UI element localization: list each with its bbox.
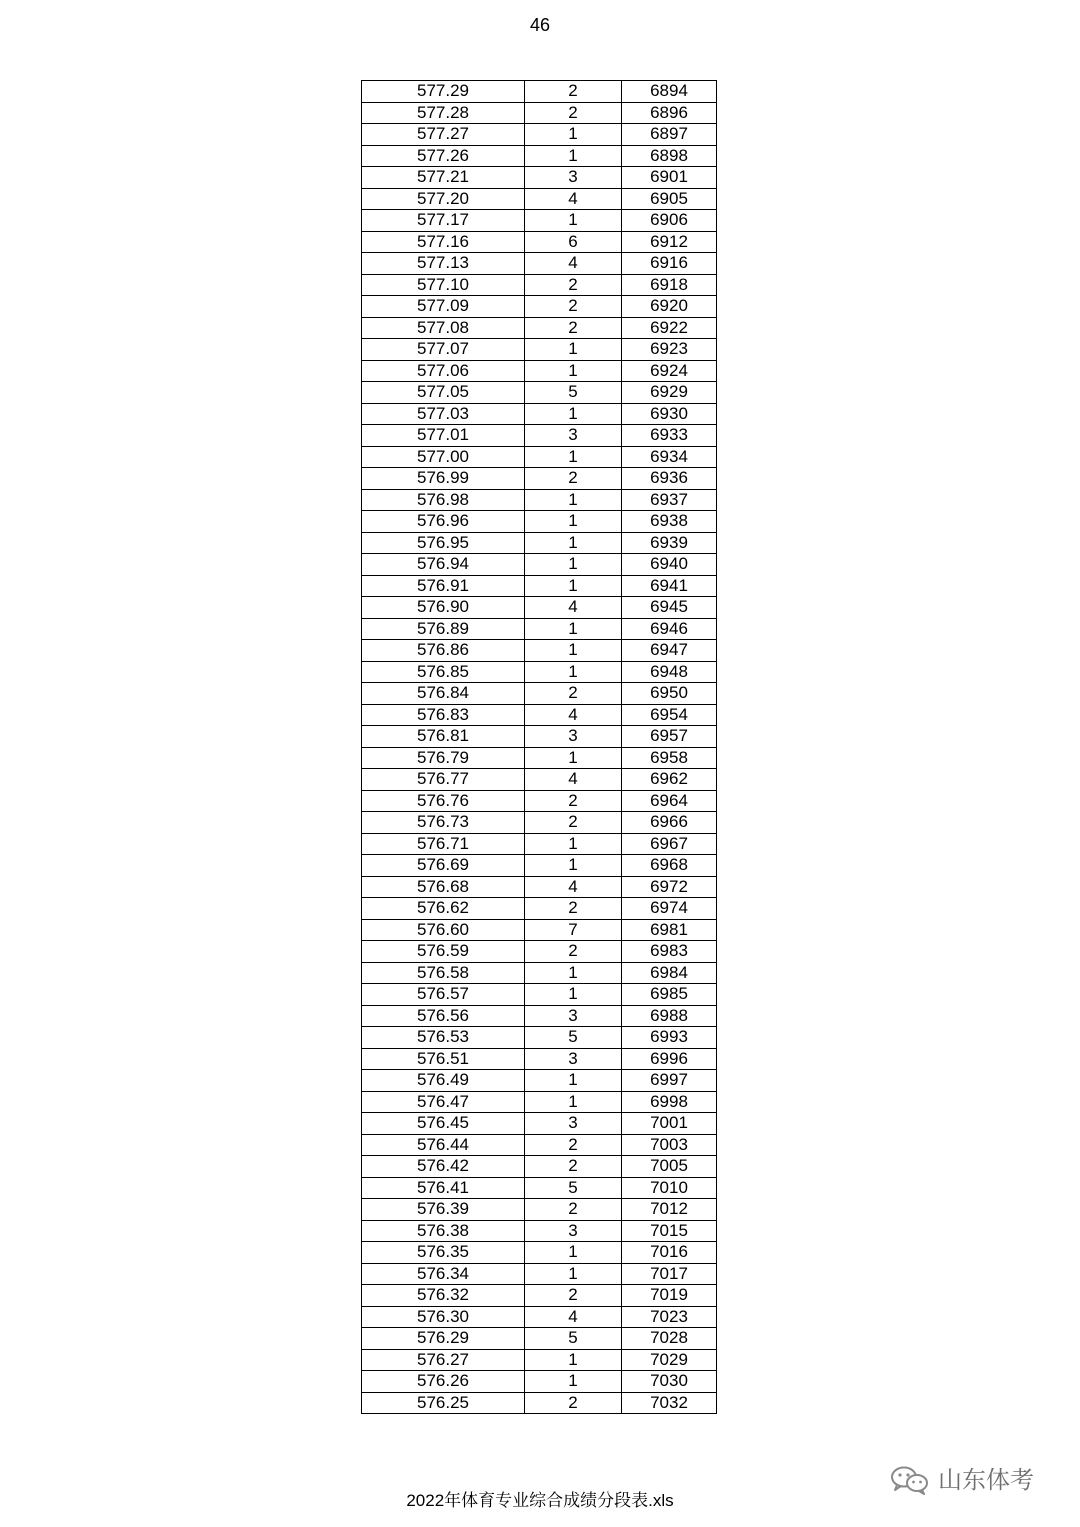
count-cell: 1	[525, 145, 622, 167]
rank-cell: 7023	[622, 1306, 717, 1328]
score-cell: 576.90	[362, 597, 525, 619]
score-cell: 576.68	[362, 876, 525, 898]
count-cell: 2	[525, 1134, 622, 1156]
count-cell: 2	[525, 683, 622, 705]
count-cell: 4	[525, 597, 622, 619]
score-cell: 576.94	[362, 554, 525, 576]
score-cell: 576.95	[362, 532, 525, 554]
count-cell: 1	[525, 618, 622, 640]
rank-cell: 6930	[622, 403, 717, 425]
count-cell: 7	[525, 919, 622, 941]
count-cell: 2	[525, 1285, 622, 1307]
score-cell: 577.16	[362, 231, 525, 253]
rank-cell: 6924	[622, 360, 717, 382]
rank-cell: 7005	[622, 1156, 717, 1178]
table-row	[362, 941, 717, 963]
count-cell: 2	[525, 81, 622, 103]
table-row	[362, 984, 717, 1006]
rank-cell: 6981	[622, 919, 717, 941]
rank-cell: 6984	[622, 962, 717, 984]
score-cell: 576.91	[362, 575, 525, 597]
score-cell: 576.39	[362, 1199, 525, 1221]
score-cell: 577.27	[362, 124, 525, 146]
rank-cell: 6896	[622, 102, 717, 124]
count-cell: 1	[525, 554, 622, 576]
table-row	[362, 1371, 717, 1393]
count-cell: 1	[525, 446, 622, 468]
count-cell: 3	[525, 425, 622, 447]
rank-cell: 6939	[622, 532, 717, 554]
count-cell: 1	[525, 489, 622, 511]
rank-cell: 6974	[622, 898, 717, 920]
score-cell: 577.00	[362, 446, 525, 468]
rank-cell: 6934	[622, 446, 717, 468]
score-cell: 576.44	[362, 1134, 525, 1156]
rank-cell: 6905	[622, 188, 717, 210]
count-cell: 5	[525, 1027, 622, 1049]
count-cell: 1	[525, 1242, 622, 1264]
table-row	[362, 1328, 717, 1350]
table-row	[362, 575, 717, 597]
score-cell: 576.62	[362, 898, 525, 920]
count-cell: 3	[525, 1005, 622, 1027]
score-table-body	[362, 81, 717, 1414]
score-table	[361, 80, 717, 1414]
rank-cell: 6947	[622, 640, 717, 662]
count-cell: 3	[525, 726, 622, 748]
page-number: 46	[529, 15, 551, 35]
rank-cell: 6993	[622, 1027, 717, 1049]
count-cell: 1	[525, 1091, 622, 1113]
table-row	[362, 360, 717, 382]
table-row	[362, 231, 717, 253]
table-row	[362, 210, 717, 232]
rank-cell: 6936	[622, 468, 717, 490]
score-cell: 576.38	[362, 1220, 525, 1242]
count-cell: 6	[525, 231, 622, 253]
rank-cell: 6996	[622, 1048, 717, 1070]
footer-filename: 2022年体育专业综合成绩分段表.xls	[406, 1491, 674, 1510]
score-cell: 576.96	[362, 511, 525, 533]
rank-cell: 6972	[622, 876, 717, 898]
rank-cell: 7003	[622, 1134, 717, 1156]
rank-cell: 6938	[622, 511, 717, 533]
score-cell: 576.56	[362, 1005, 525, 1027]
rank-cell: 6929	[622, 382, 717, 404]
rank-cell: 6945	[622, 597, 717, 619]
score-cell: 576.73	[362, 812, 525, 834]
table-row	[362, 833, 717, 855]
count-cell: 2	[525, 296, 622, 318]
table-row	[362, 812, 717, 834]
table-row	[362, 1027, 717, 1049]
rank-cell: 6983	[622, 941, 717, 963]
rank-cell: 6988	[622, 1005, 717, 1027]
rank-cell: 7015	[622, 1220, 717, 1242]
count-cell: 2	[525, 790, 622, 812]
score-cell: 576.79	[362, 747, 525, 769]
count-cell: 5	[525, 382, 622, 404]
table-row	[362, 446, 717, 468]
count-cell: 1	[525, 661, 622, 683]
score-cell: 577.06	[362, 360, 525, 382]
score-cell: 576.89	[362, 618, 525, 640]
rank-cell: 6957	[622, 726, 717, 748]
score-cell: 576.60	[362, 919, 525, 941]
table-row	[362, 188, 717, 210]
rank-cell: 6950	[622, 683, 717, 705]
score-cell: 577.03	[362, 403, 525, 425]
count-cell: 1	[525, 1263, 622, 1285]
score-cell: 576.49	[362, 1070, 525, 1092]
score-cell: 576.27	[362, 1349, 525, 1371]
rank-cell: 6897	[622, 124, 717, 146]
table-row	[362, 747, 717, 769]
score-cell: 577.10	[362, 274, 525, 296]
rank-cell: 7029	[622, 1349, 717, 1371]
rank-cell: 6958	[622, 747, 717, 769]
rank-cell: 6923	[622, 339, 717, 361]
score-cell: 576.85	[362, 661, 525, 683]
score-cell: 576.69	[362, 855, 525, 877]
score-cell: 576.57	[362, 984, 525, 1006]
count-cell: 2	[525, 812, 622, 834]
score-cell: 576.58	[362, 962, 525, 984]
count-cell: 1	[525, 124, 622, 146]
score-cell: 577.01	[362, 425, 525, 447]
rank-cell: 6906	[622, 210, 717, 232]
rank-cell: 6912	[622, 231, 717, 253]
table-row	[362, 1091, 717, 1113]
table-row	[362, 317, 717, 339]
score-cell: 577.29	[362, 81, 525, 103]
table-row	[362, 661, 717, 683]
score-cell: 576.81	[362, 726, 525, 748]
score-cell: 576.99	[362, 468, 525, 490]
count-cell: 2	[525, 1156, 622, 1178]
count-cell: 4	[525, 876, 622, 898]
table-row	[362, 683, 717, 705]
table-row	[362, 726, 717, 748]
score-cell: 577.20	[362, 188, 525, 210]
score-cell: 576.26	[362, 1371, 525, 1393]
table-row	[362, 1306, 717, 1328]
count-cell: 2	[525, 898, 622, 920]
table-row	[362, 102, 717, 124]
rank-cell: 6962	[622, 769, 717, 791]
count-cell: 4	[525, 253, 622, 275]
count-cell: 2	[525, 1392, 622, 1414]
table-row	[362, 167, 717, 189]
score-cell: 576.45	[362, 1113, 525, 1135]
score-cell: 576.59	[362, 941, 525, 963]
table-row	[362, 1220, 717, 1242]
count-cell: 4	[525, 704, 622, 726]
table-row	[362, 790, 717, 812]
rank-cell: 6998	[622, 1091, 717, 1113]
table-row	[362, 1113, 717, 1135]
table-row	[362, 81, 717, 103]
count-cell: 2	[525, 317, 622, 339]
count-cell: 2	[525, 941, 622, 963]
table-row	[362, 640, 717, 662]
rank-cell: 6898	[622, 145, 717, 167]
score-cell: 576.25	[362, 1392, 525, 1414]
table-row	[362, 253, 717, 275]
rank-cell: 7030	[622, 1371, 717, 1393]
score-cell: 576.77	[362, 769, 525, 791]
score-cell: 577.07	[362, 339, 525, 361]
count-cell: 2	[525, 274, 622, 296]
rank-cell: 6966	[622, 812, 717, 834]
score-cell: 577.17	[362, 210, 525, 232]
table-row	[362, 1263, 717, 1285]
count-cell: 1	[525, 1349, 622, 1371]
score-cell: 576.34	[362, 1263, 525, 1285]
score-cell: 576.83	[362, 704, 525, 726]
table-row	[362, 876, 717, 898]
score-cell: 576.32	[362, 1285, 525, 1307]
score-cell: 576.47	[362, 1091, 525, 1113]
table-row	[362, 425, 717, 447]
table-row	[362, 1070, 717, 1092]
score-cell: 576.98	[362, 489, 525, 511]
score-cell: 577.05	[362, 382, 525, 404]
table-row	[362, 1285, 717, 1307]
rank-cell: 7019	[622, 1285, 717, 1307]
count-cell: 4	[525, 769, 622, 791]
score-cell: 577.28	[362, 102, 525, 124]
rank-cell: 6920	[622, 296, 717, 318]
score-cell: 576.51	[362, 1048, 525, 1070]
rank-cell: 6916	[622, 253, 717, 275]
count-cell: 4	[525, 188, 622, 210]
score-cell: 576.29	[362, 1328, 525, 1350]
count-cell: 3	[525, 1113, 622, 1135]
rank-cell: 6948	[622, 661, 717, 683]
count-cell: 1	[525, 855, 622, 877]
table-row	[362, 274, 717, 296]
count-cell: 1	[525, 403, 622, 425]
count-cell: 1	[525, 833, 622, 855]
count-cell: 1	[525, 962, 622, 984]
rank-cell: 6918	[622, 274, 717, 296]
score-cell: 577.09	[362, 296, 525, 318]
count-cell: 1	[525, 1371, 622, 1393]
rank-cell: 6901	[622, 167, 717, 189]
score-cell: 576.84	[362, 683, 525, 705]
table-row	[362, 1048, 717, 1070]
rank-cell: 7012	[622, 1199, 717, 1221]
table-row	[362, 489, 717, 511]
count-cell: 1	[525, 511, 622, 533]
table-row	[362, 704, 717, 726]
rank-cell: 6968	[622, 855, 717, 877]
table-row	[362, 124, 717, 146]
table-row	[362, 1134, 717, 1156]
count-cell: 2	[525, 102, 622, 124]
table-row	[362, 962, 717, 984]
rank-cell: 7010	[622, 1177, 717, 1199]
count-cell: 3	[525, 1048, 622, 1070]
rank-cell: 7032	[622, 1392, 717, 1414]
count-cell: 5	[525, 1177, 622, 1199]
rank-cell: 7016	[622, 1242, 717, 1264]
rank-cell: 6954	[622, 704, 717, 726]
table-row	[362, 898, 717, 920]
rank-cell: 6946	[622, 618, 717, 640]
table-row	[362, 296, 717, 318]
rank-cell: 7001	[622, 1113, 717, 1135]
rank-cell: 7028	[622, 1328, 717, 1350]
table-row	[362, 1156, 717, 1178]
table-row	[362, 145, 717, 167]
score-cell: 576.76	[362, 790, 525, 812]
table-row	[362, 919, 717, 941]
count-cell: 1	[525, 984, 622, 1006]
count-cell: 3	[525, 167, 622, 189]
count-cell: 1	[525, 339, 622, 361]
count-cell: 5	[525, 1328, 622, 1350]
table-row	[362, 769, 717, 791]
rank-cell: 6985	[622, 984, 717, 1006]
rank-cell: 6933	[622, 425, 717, 447]
table-row	[362, 618, 717, 640]
rank-cell: 6937	[622, 489, 717, 511]
rank-cell: 6967	[622, 833, 717, 855]
table-row	[362, 468, 717, 490]
count-cell: 2	[525, 1199, 622, 1221]
score-cell: 576.86	[362, 640, 525, 662]
count-cell: 4	[525, 1306, 622, 1328]
table-row	[362, 855, 717, 877]
score-cell: 577.21	[362, 167, 525, 189]
score-cell: 576.42	[362, 1156, 525, 1178]
table-row	[362, 511, 717, 533]
table-row	[362, 1177, 717, 1199]
table-row	[362, 382, 717, 404]
table-row	[362, 1005, 717, 1027]
watermark-text: 山东体考	[938, 1466, 1034, 1494]
count-cell: 1	[525, 210, 622, 232]
count-cell: 2	[525, 468, 622, 490]
count-cell: 3	[525, 1220, 622, 1242]
score-cell: 576.53	[362, 1027, 525, 1049]
count-cell: 1	[525, 1070, 622, 1092]
count-cell: 1	[525, 575, 622, 597]
table-row	[362, 597, 717, 619]
score-cell: 576.71	[362, 833, 525, 855]
rank-cell: 7017	[622, 1263, 717, 1285]
score-cell: 577.08	[362, 317, 525, 339]
table-row	[362, 554, 717, 576]
count-cell: 1	[525, 747, 622, 769]
count-cell: 1	[525, 640, 622, 662]
rank-cell: 6964	[622, 790, 717, 812]
table-row	[362, 1199, 717, 1221]
score-cell: 577.26	[362, 145, 525, 167]
table-row	[362, 339, 717, 361]
rank-cell: 6997	[622, 1070, 717, 1092]
count-cell: 1	[525, 360, 622, 382]
rank-cell: 6922	[622, 317, 717, 339]
score-cell: 577.13	[362, 253, 525, 275]
score-cell: 576.41	[362, 1177, 525, 1199]
count-cell: 1	[525, 532, 622, 554]
rank-cell: 6940	[622, 554, 717, 576]
score-cell: 576.30	[362, 1306, 525, 1328]
rank-cell: 6894	[622, 81, 717, 103]
table-row	[362, 532, 717, 554]
table-row	[362, 1349, 717, 1371]
rank-cell: 6941	[622, 575, 717, 597]
table-row	[362, 1242, 717, 1264]
table-row	[362, 1392, 717, 1414]
table-row	[362, 403, 717, 425]
score-cell: 576.35	[362, 1242, 525, 1264]
